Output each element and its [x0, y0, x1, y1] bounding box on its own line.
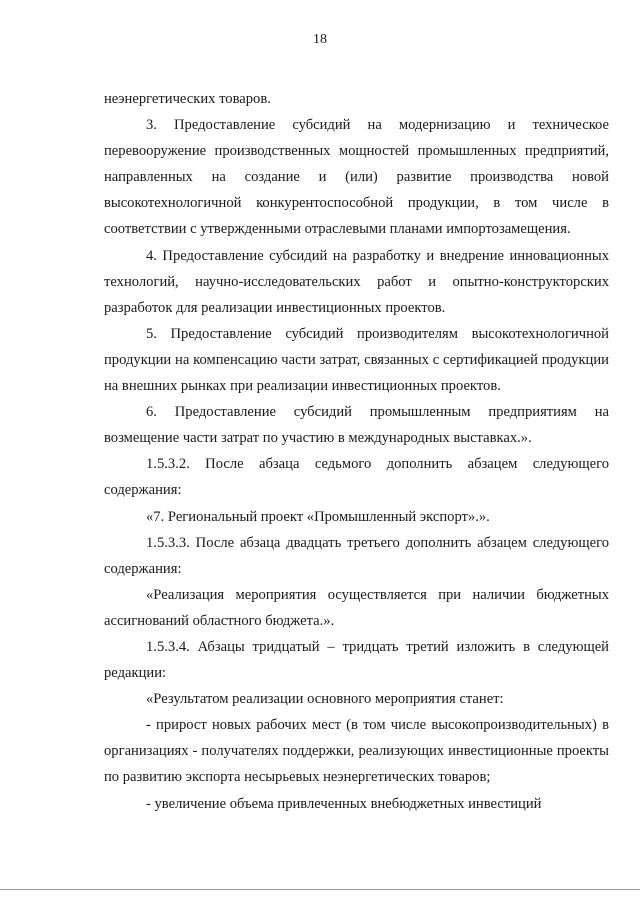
paragraph-result-jobs: - прирост новых рабочих мест (в том числе высокопроизводительных) в организациях - получателях поддержки, реализующих инвестиционные проекты по развитию экспорта несырьевых неэнергетических товаров; — [104, 717, 609, 786]
paragraph-quote-regional-project: «7. Региональный проект «Промышленный экспорт».». — [146, 508, 490, 525]
paragraph-clause-1-5-3-4: 1.5.3.4. Абзацы тридцатый – тридцать третий изложить в следующей редакции: — [104, 638, 609, 682]
paragraph-clause-1-5-3-3: 1.5.3.3. После абзаца двадцать третьего дополнить абзацем следующего содержания: — [104, 534, 609, 577]
page-bottom-rule — [0, 889, 640, 890]
paragraph-continuation: неэнергетических товаров. — [104, 91, 271, 107]
paragraph-item-3: 3. Предоставление субсидий на модернизацию и техническое перевооружение производственных мощностей промышленных предприятий, направленных на создание и (или) развитие производства новой высокотехнологичной конкурентоспособной продукции, в том числе в соответствии с утвержденными отраслевыми планами импортозамещения. — [104, 117, 609, 238]
paragraph-result-investments: - увеличение объема привлеченных внебюджетных инвестиций — [146, 795, 542, 812]
paragraph-clause-1-5-3-2: 1.5.3.2. После абзаца седьмого дополнить абзацем следующего содержания: — [104, 456, 609, 499]
page-number: 18 — [313, 32, 327, 47]
paragraph-result-intro: «Результатом реализации основного мероприятия станет: — [146, 691, 504, 708]
paragraph-item-4: 4. Предоставление субсидий на разработку и внедрение инновационных технологий, научно-исследовательских работ и опытно-конструкторских разработок для реализации инвестиционных проектов. — [104, 247, 609, 316]
paragraph-item-5: 5. Предоставление субсидий производителям высокотехнологичной продукции на компенсацию части затрат, связанных с сертификацией продукции на внешних рынках при реализации инвестиционных проектов. — [104, 325, 609, 395]
document-body — [104, 86, 609, 817]
paragraph-quote-budget: «Реализация мероприятия осуществляется при наличии бюджетных ассигнований областного бюджета.». — [104, 586, 609, 629]
paragraph-item-6: 6. Предоставление субсидий промышленным предприятиям на возмещение части затрат по участию в международных выставках.». — [104, 404, 609, 447]
